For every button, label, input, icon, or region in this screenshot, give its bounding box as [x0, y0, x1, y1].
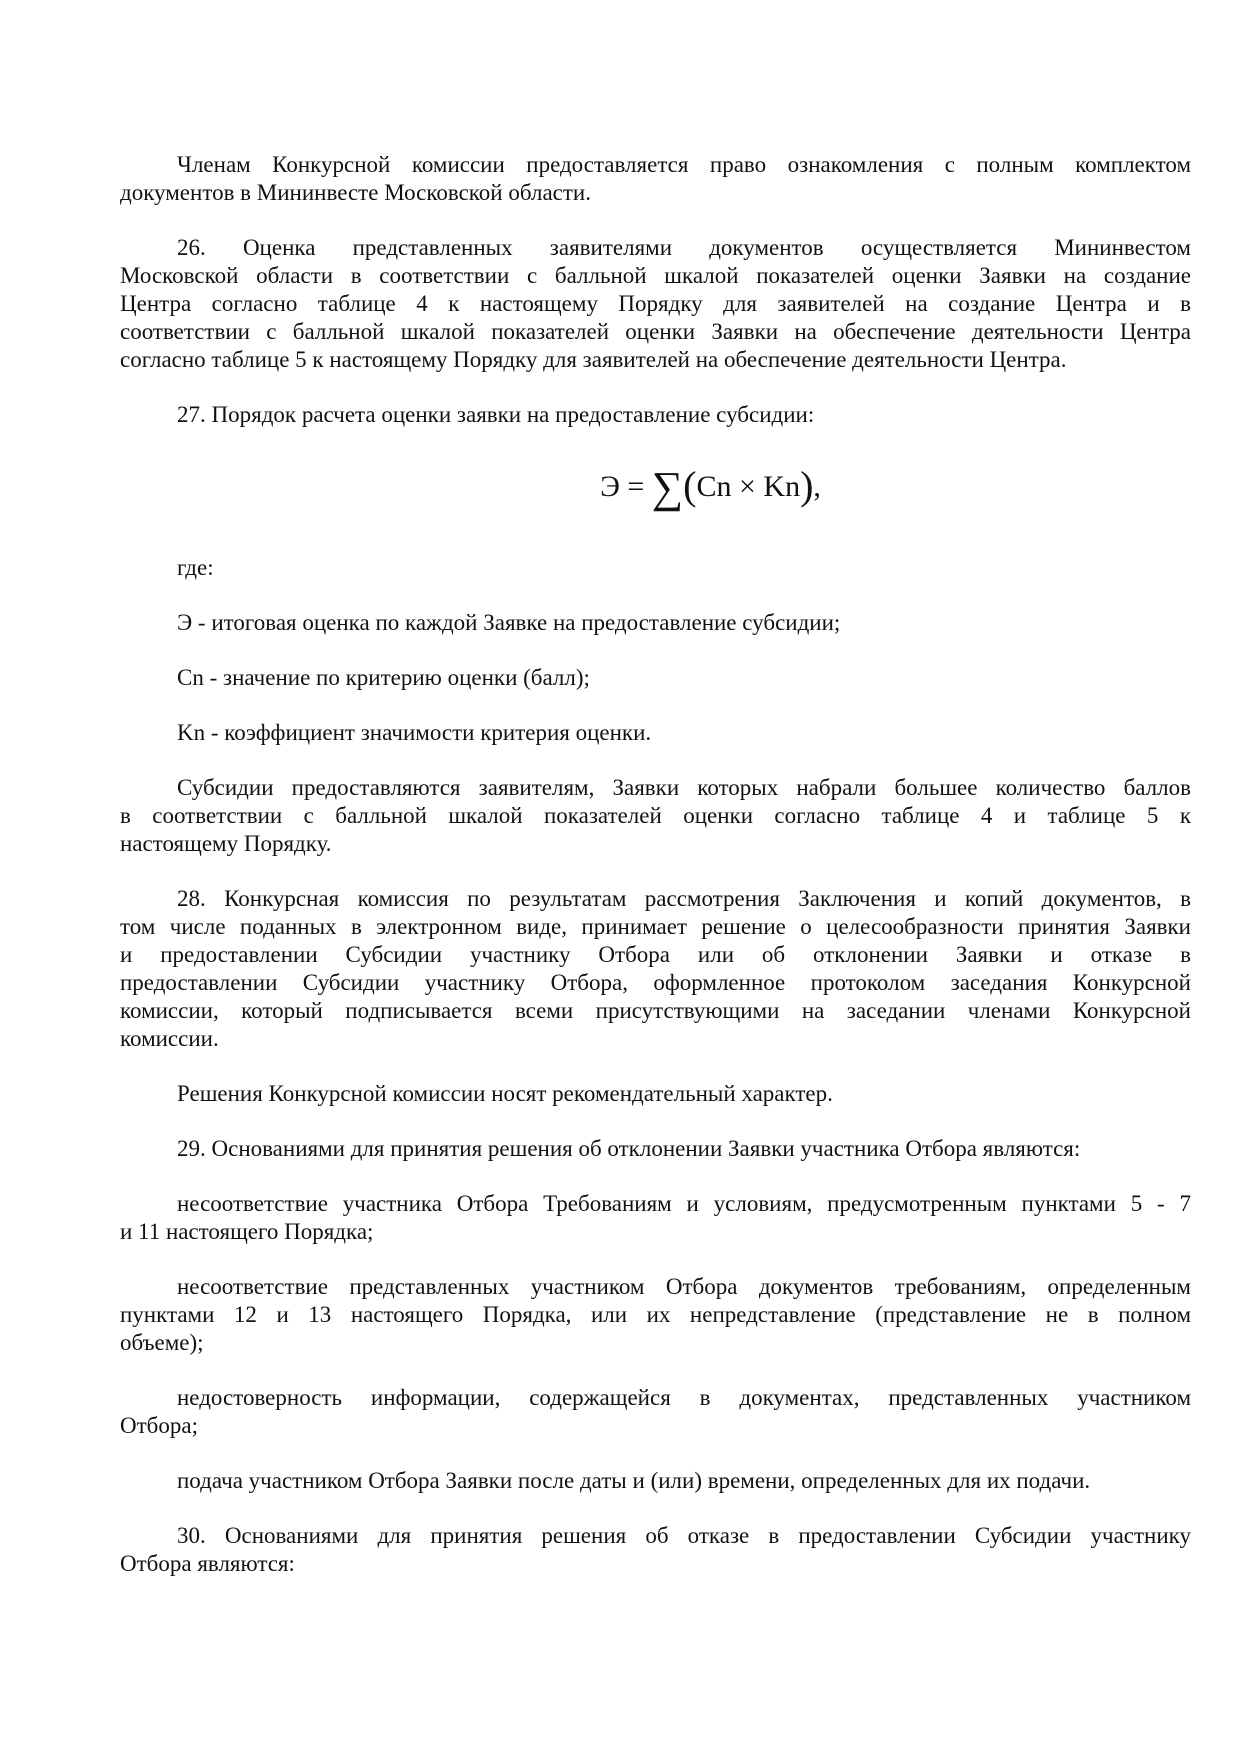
- paragraph: [120, 1135, 1191, 1163]
- paragraph: [120, 609, 1191, 637]
- text-line: том числе поданных в электронном виде, принимает решение о целесообразности принятия Заявки: [120, 914, 1191, 939]
- text-line: Московской области в соответствии с балльной шкалой показателей оценки Заявки на создание: [120, 263, 1191, 288]
- paragraph: [120, 719, 1191, 747]
- text-line: объеме);: [120, 1330, 204, 1355]
- text-line: Решения Конкурсной комиссии носят рекомендательный характер.: [177, 1081, 833, 1106]
- paragraph: [120, 1467, 1191, 1495]
- formula-sigma: ∑: [651, 463, 684, 512]
- paragraph: [120, 1190, 1191, 1246]
- formula-lhs: Э =: [600, 470, 645, 503]
- text-line: 30. Основаниями для принятия решения об отказе в предоставлении Субсидии участнику: [177, 1523, 1191, 1548]
- score-formula: [120, 456, 1191, 523]
- text-line: 27. Порядок расчета оценки заявки на предоставление субсидии:: [177, 402, 815, 427]
- text-line: соответствии с балльной шкалой показателей оценки Заявки на обеспечение деятельности Центра: [120, 319, 1191, 344]
- text-line: несоответствие представленных участником Отбора документов требованиям, определенным: [177, 1274, 1191, 1299]
- text-line: Отбора;: [120, 1413, 198, 1438]
- text-line: пунктами 12 и 13 настоящего Порядка, или их непредставление (представление не в полном: [120, 1302, 1191, 1327]
- paragraph: [120, 1384, 1191, 1440]
- paragraph: [120, 234, 1191, 374]
- paragraphs-after-formula: [120, 554, 1191, 1578]
- text-line: Членам Конкурсной комиссии предоставляется право ознакомления с полным комплектом: [177, 152, 1191, 177]
- paragraph: [120, 1273, 1191, 1357]
- text-line: предоставлении Субсидии участнику Отбора, оформленное протоколом заседания Конкурсной: [120, 970, 1191, 995]
- text-line: подача участником Отбора Заявки после даты и (или) времени, определенных для их подачи.: [177, 1468, 1091, 1493]
- text-line: и 11 настоящего Порядка;: [120, 1219, 374, 1244]
- text-line: Cn - значение по критерию оценки (балл);: [177, 665, 590, 690]
- text-line: комиссии.: [120, 1026, 219, 1051]
- paragraph: [120, 401, 1191, 429]
- paragraphs-before-formula: [120, 151, 1191, 429]
- paragraph: [120, 1080, 1191, 1108]
- text-line: Субсидии предоставляются заявителям, Заявки которых набрали большее количество баллов: [177, 775, 1191, 800]
- document-page: [120, 151, 1191, 1605]
- text-line: несоответствие участника Отбора Требованиям и условиям, предусмотренным пунктами 5 - 7: [177, 1191, 1191, 1216]
- formula-close-paren: ): [800, 463, 814, 508]
- text-line: Kn - коэффициент значимости критерия оценки.: [177, 720, 652, 745]
- text-line: Э - итоговая оценка по каждой Заявке на предоставление субсидии;: [177, 610, 841, 635]
- text-line: Центра согласно таблице 4 к настоящему Порядку для заявителей на создание Центра и в: [120, 291, 1191, 316]
- text-line: комиссии, который подписывается всеми присутствующими на заседании членами Конкурсной: [120, 998, 1191, 1023]
- text-line: Отбора являются:: [120, 1551, 295, 1576]
- text-line: недостоверность информации, содержащейся в документах, представленных участником: [177, 1385, 1191, 1410]
- text-line: документов в Мининвесте Московской области.: [120, 180, 591, 205]
- text-line: в соответствии с балльной шкалой показателей оценки согласно таблице 4 и таблице 5 к: [120, 803, 1191, 828]
- text-line: настоящему Порядку.: [120, 831, 332, 856]
- text-line: и предоставлении Субсидии участнику Отбора или об отклонении Заявки и отказе в: [120, 942, 1191, 967]
- text-line: согласно таблице 5 к настоящему Порядку для заявителей на обеспечение деятельности Центра.: [120, 347, 1067, 372]
- text-line: 26. Оценка представленных заявителями документов осуществляется Мининвестом: [177, 235, 1191, 260]
- text-line: где:: [177, 555, 214, 580]
- formula-body: Cn × Kn: [696, 470, 801, 503]
- paragraph: [120, 885, 1191, 1053]
- text-line: 29. Основаниями для принятия решения об отклонении Заявки участника Отбора являются:: [177, 1136, 1081, 1161]
- formula-tail: ,: [813, 470, 821, 503]
- paragraph: [120, 1522, 1191, 1578]
- paragraph: [120, 554, 1191, 582]
- text-line: 28. Конкурсная комиссия по результатам рассмотрения Заключения и копий документов, в: [177, 886, 1191, 911]
- formula-open-paren: (: [683, 463, 697, 508]
- paragraph: [120, 774, 1191, 858]
- paragraph: [120, 664, 1191, 692]
- paragraph: [120, 151, 1191, 207]
